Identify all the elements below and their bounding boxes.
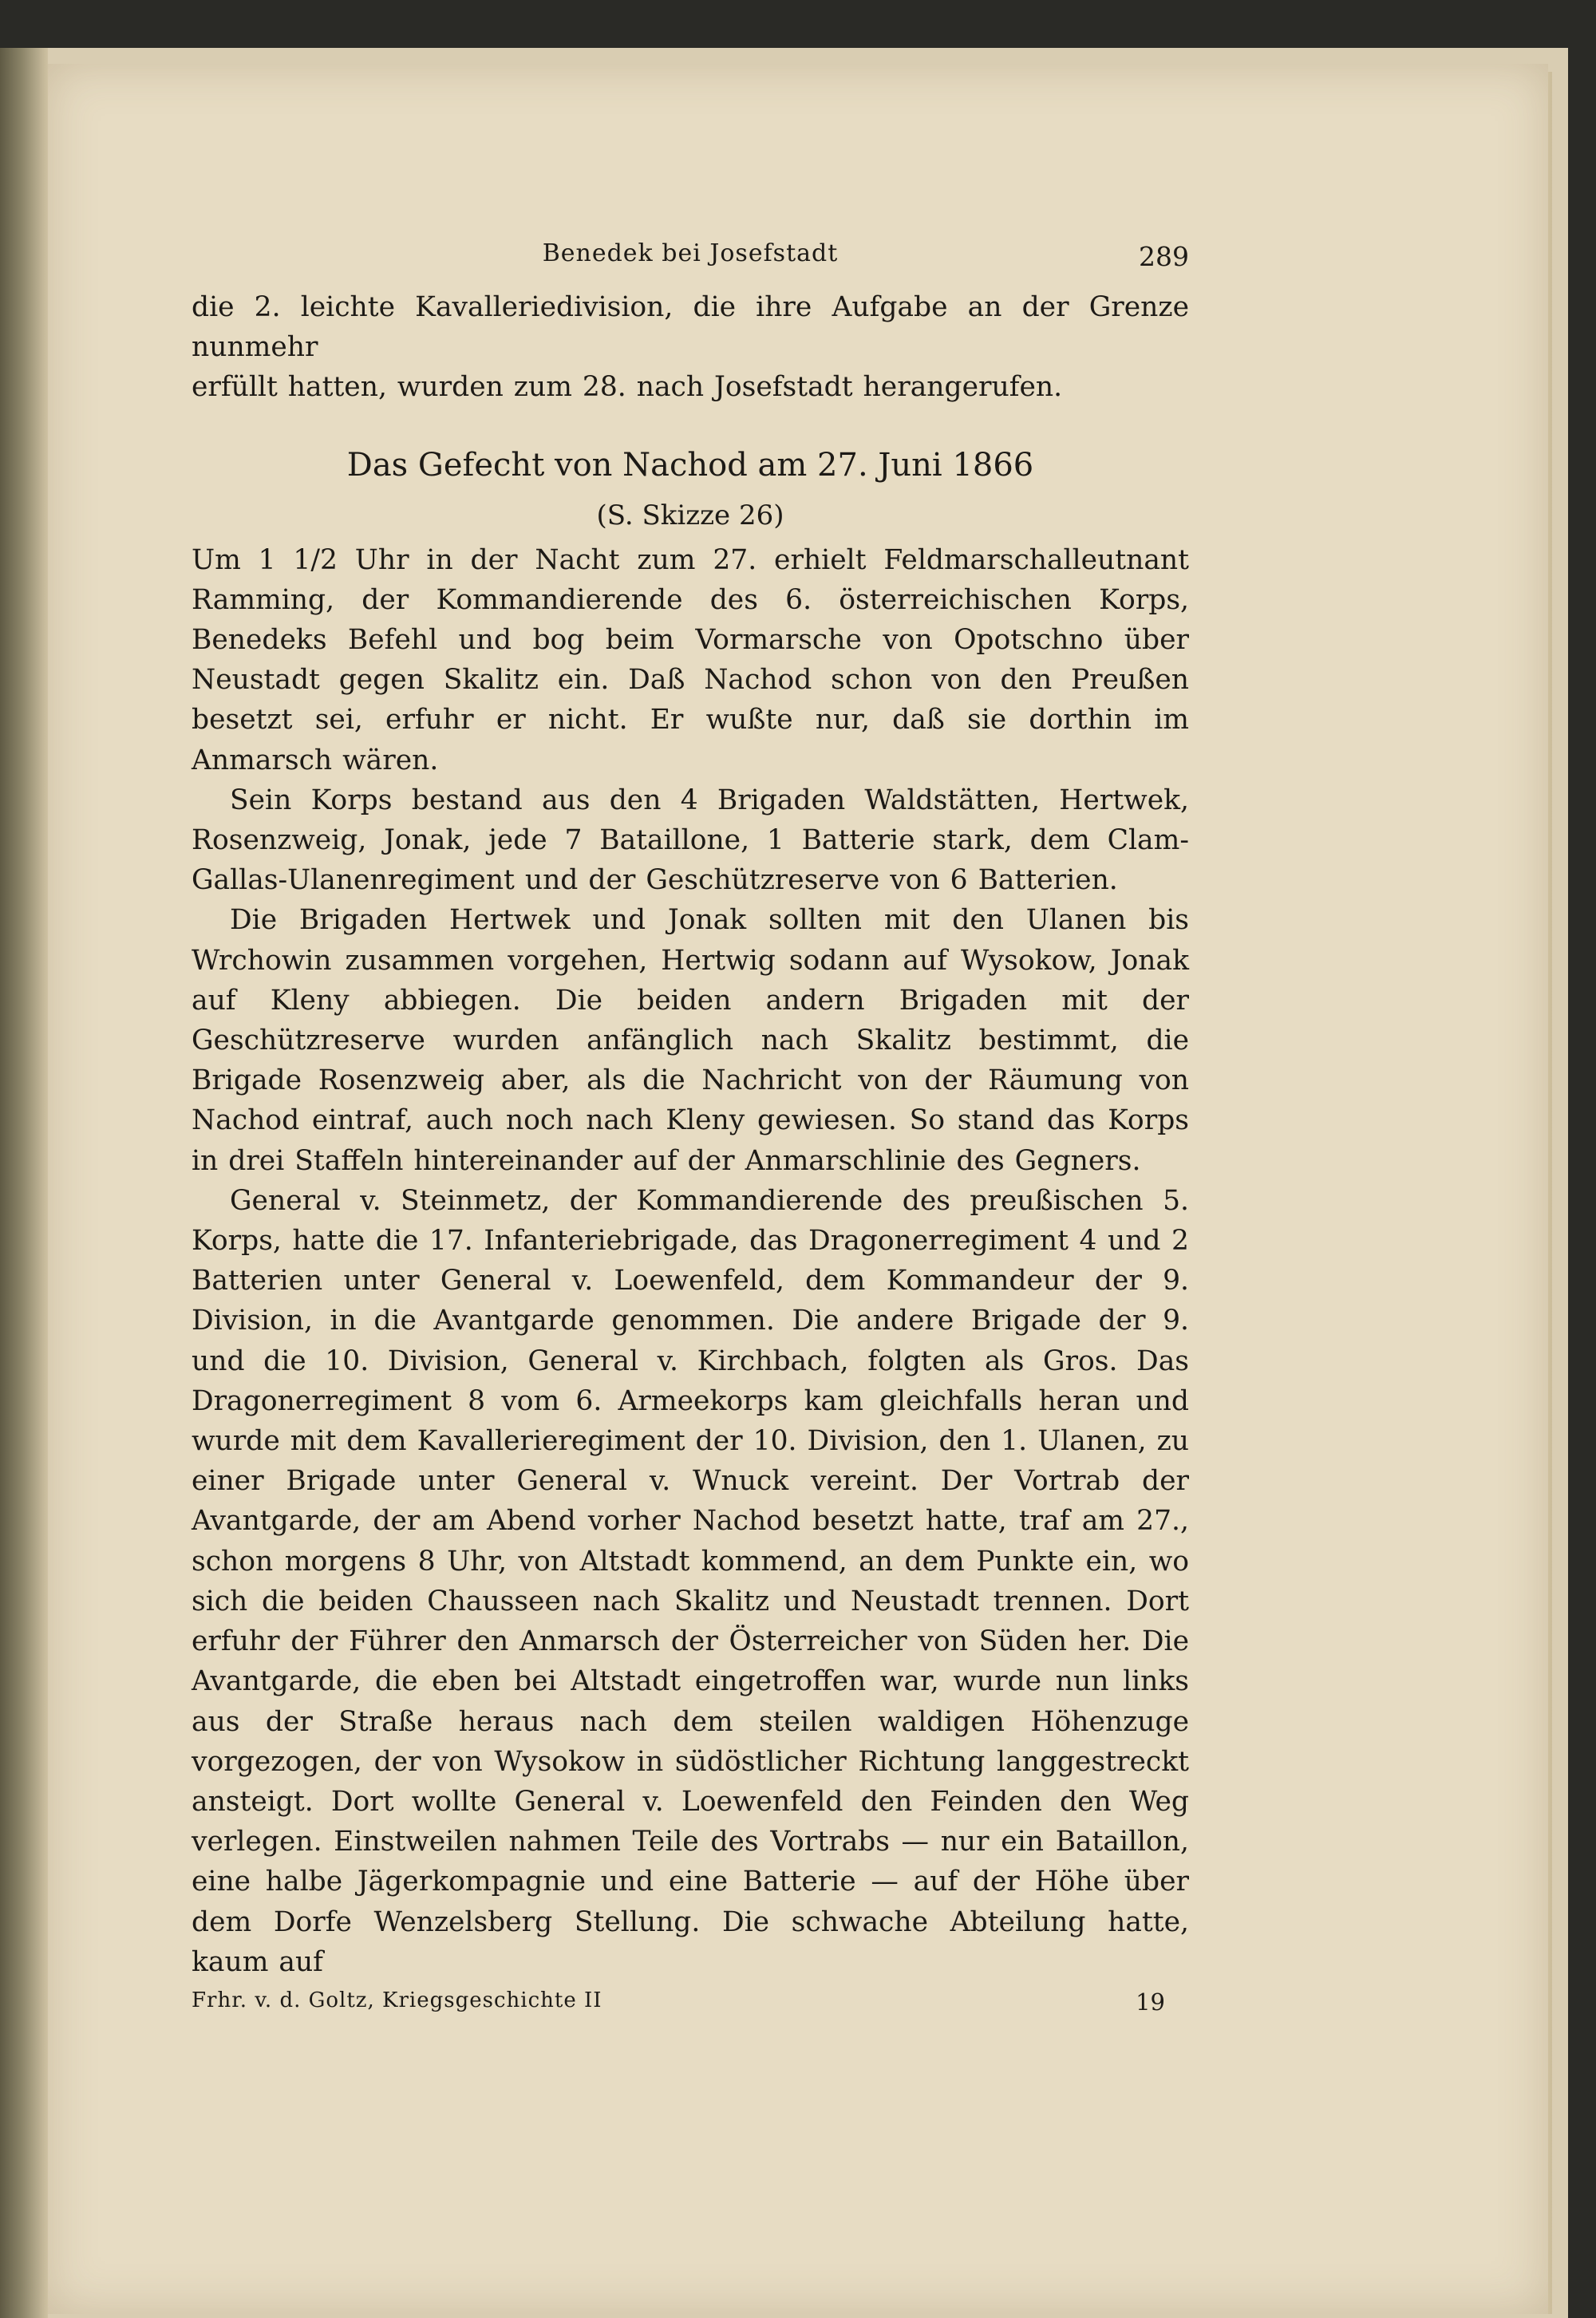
paragraph: Die Brigaden Hertwek und Jonak sollten mit den Ulanen bis Wrchowin zusammen vorgehen, Hertwig sodann auf Wysokow, Jonak auf Kleny abbiegen. Die beiden andern Brigaden mit der Geschützreserve wurden anfänglich nach Skalitz bestimmt, die Brigade Rosenzweig aber, als die Nachricht von der Räumung von Nachod eintraf, auch noch nach Kleny gewiesen. So stand das Korps in drei Staffeln hintereinander auf der Anmarschlinie des Gegners. [192, 904, 1189, 1177]
signature-mark: 19 [1136, 1988, 1165, 2016]
book-binding [0, 48, 48, 2318]
paragraph: Um 1 1/2 Uhr in der Nacht zum 27. erhielt Feldmarschalleutnant Ramming, der Kommandierende des 6. österreichischen Korps, Benedeks Befehl und bog beim Vormarsche von Opotschno über Neustadt gegen Skalitz ein. Daß Nachod schon von den Preußen besetzt sei, erfuhr er nicht. Er wußte nur, daß sie dorthin im Anmarsch wären. [192, 543, 1189, 776]
paragraph: General v. Steinmetz, der Kommandierende des preußischen 5. Korps, hatte die 17. Infanteriebrigade, das Dragonerregiment 4 und 2 Batterien unter General v. Loewenfeld, dem Kommandeur der 9. Division, in die Avantgarde genommen. Die andere Brigade der 9. und die 10. Division, General v. Kirchbach, folgten als Gros. Das Dragonerregiment 8 vom 6. Armeekorps kam gleichfalls heran und wurde mit dem Kavallerieregiment der 10. Division, den 1. Ulanen, zu einer Brigade unter General v. Wnuck vereint. Der Vortrab der Avantgarde, der am Abend vorher Nachod besetzt hatte, traf am 27., schon morgens 8 Uhr, von Altstadt kommend, an dem Punkte ein, wo sich die beiden Chausseen nach Skalitz und Neustadt trennen. Dort erfuhr der Führer den Anmarsch der Österreicher von Süden her. Die Avantgarde, die eben bei Altstadt eingetroffen war, wurde nun links aus der Straße heraus nach dem steilen waldigen Höhenzuge vorgezogen, der von Wysokow in südöstlicher Richtung langgestreckt ansteigt. Dort wollte General v. Loewenfeld den Feinden den Weg verlegen. Einstweilen nahmen Teile des Vortrabs — nur ein Bataillon, eine halbe Jägerkompagnie und eine Batterie — auf der Höhe über dem Dorfe Wenzelsberg Stellung. Die schwache Abteilung hatte, kaum auf [192, 1184, 1189, 1978]
page-content [192, 239, 1189, 2025]
running-head-title: Benedek bei Josefstadt [542, 239, 839, 267]
body-text [192, 540, 1189, 1982]
section-heading: Das Gefecht von Nachod am 27. Juni 1866 [346, 446, 1034, 484]
intro-line: erfüllt hatten, wurden zum 28. nach Josefstadt herangerufen. [192, 371, 1063, 404]
footer-author: Frhr. v. d. Goltz, Kriegsgeschichte II [192, 1988, 602, 2012]
intro-paragraph [192, 287, 1189, 408]
running-head [192, 239, 1189, 287]
page-footer [192, 1988, 1189, 2025]
intro-line: die 2. leichte Kavalleriedivision, die ihre Aufgabe an der Grenze nunmehr [192, 291, 1189, 364]
paragraph: Sein Korps bestand aus den 4 Brigaden Waldstätten, Hertwek, Rosenzweig, Jonak, jede 7 Bataillone, 1 Batterie stark, dem Clam-Gallas-Ulanenregiment und der Geschützreserve von 6 Batterien. [192, 784, 1189, 897]
sketch-reference: (S. Skizze 26) [596, 499, 784, 531]
page-number: 289 [1139, 241, 1189, 272]
